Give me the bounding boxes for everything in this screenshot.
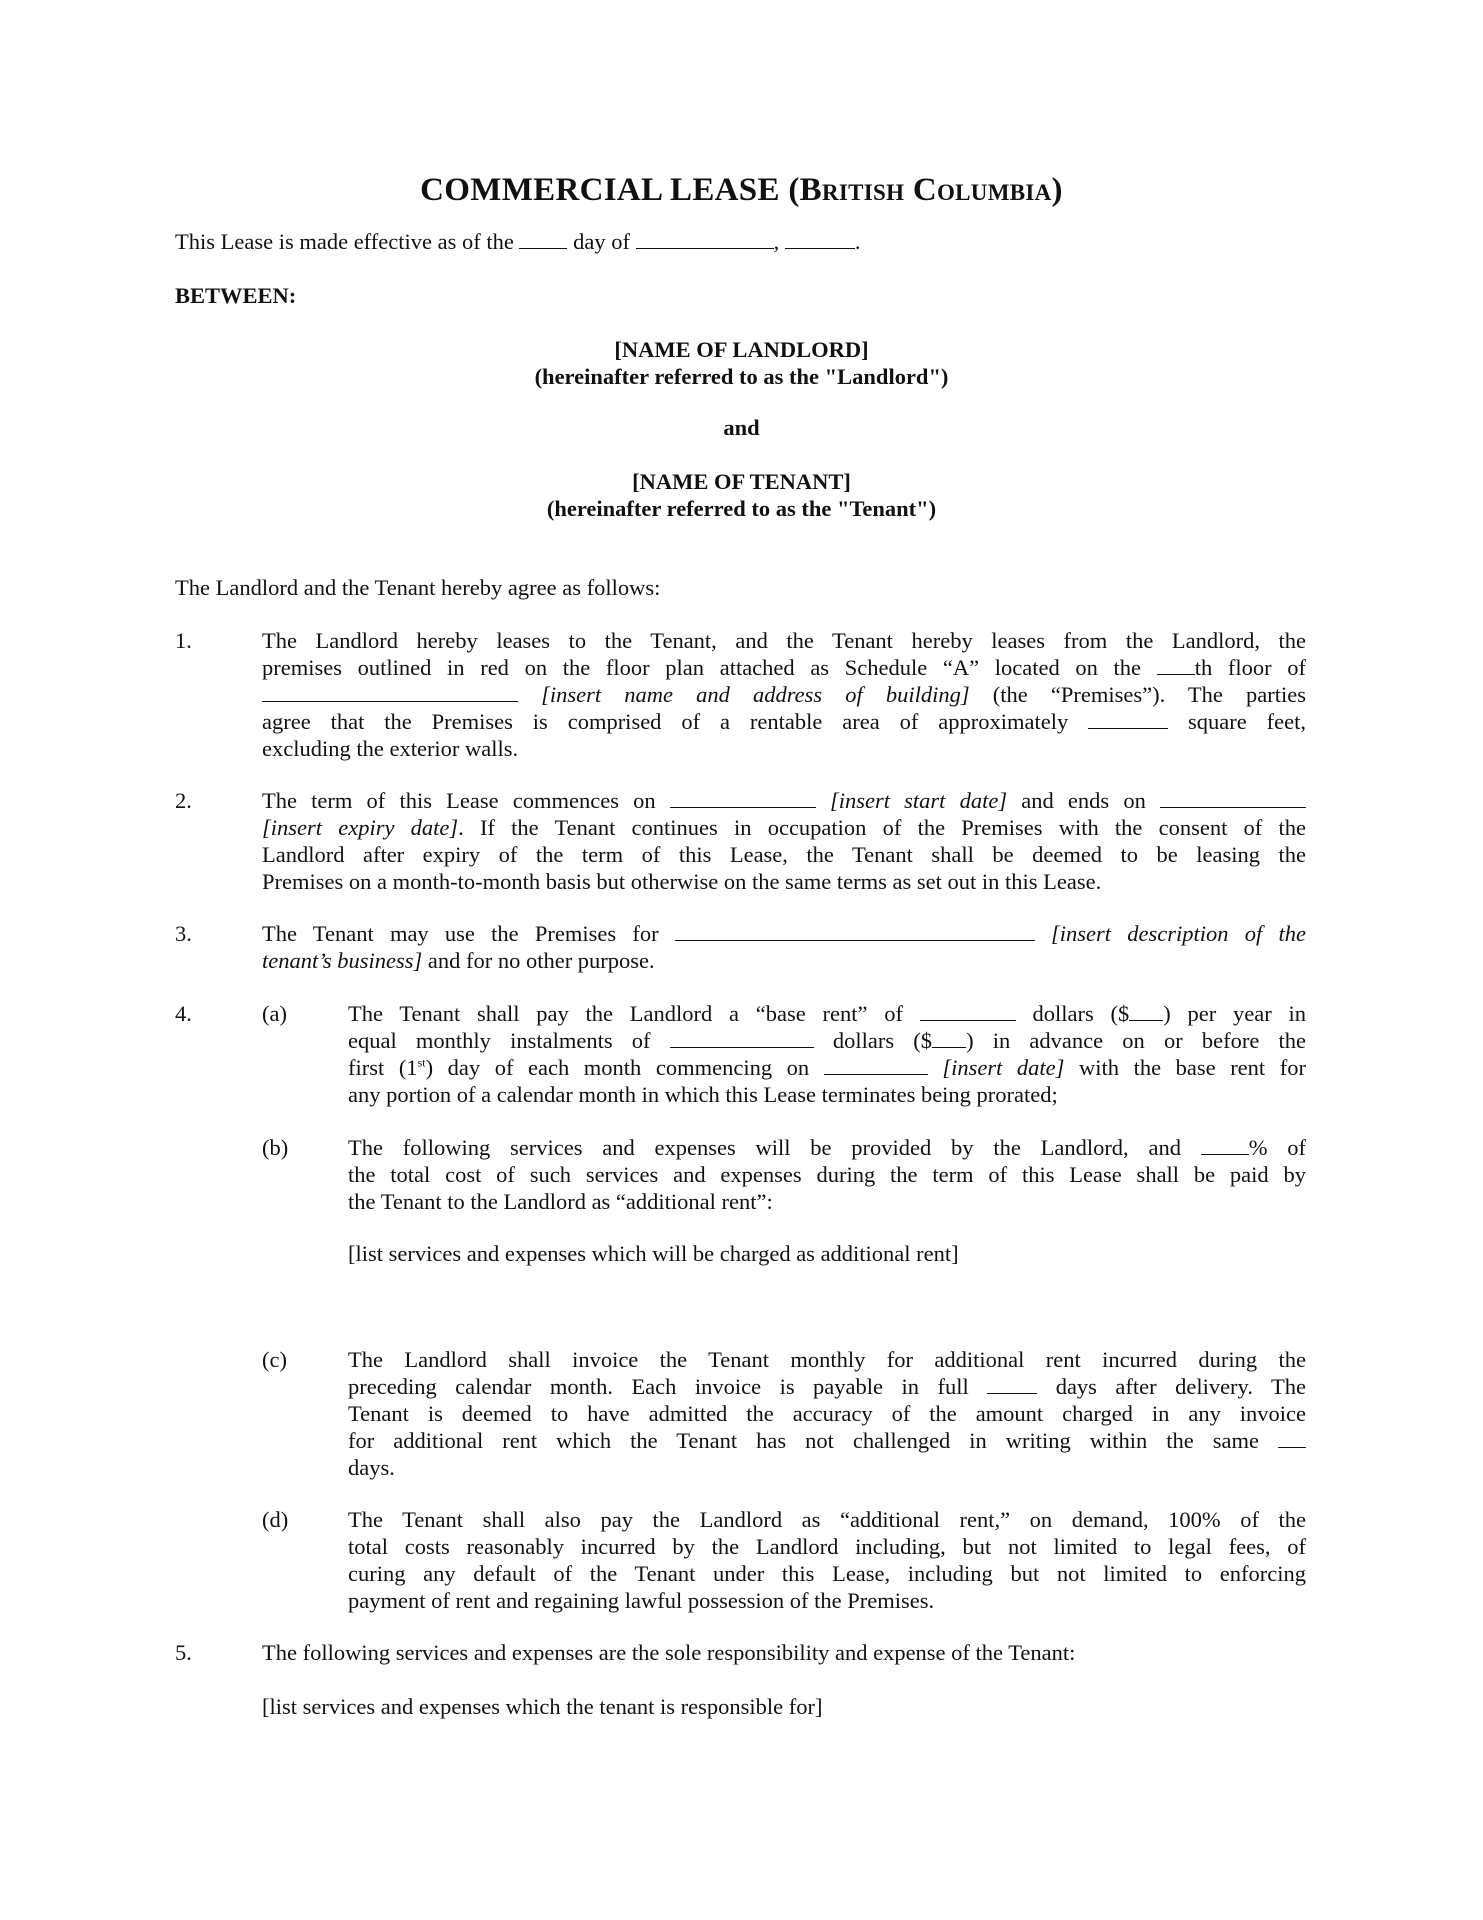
text: % of: [1248, 1135, 1306, 1160]
clause-2-line: [262, 814, 1306, 841]
text: . If the Tenant continues in occupation of the Premises with the consent of the: [458, 815, 1306, 840]
clause-4b-line: [348, 1161, 1306, 1188]
base-rent-words-blank[interactable]: [920, 1002, 1016, 1021]
text: days.: [348, 1455, 395, 1480]
month-blank[interactable]: [636, 230, 774, 249]
day-of-text: day of: [573, 229, 630, 254]
clause-4d-line: [348, 1506, 1306, 1533]
text: preceding calendar month. Each invoice is payable in full: [348, 1374, 969, 1399]
text: The following services and expenses will be provided by the Landlord, and: [348, 1135, 1181, 1160]
floor-blank[interactable]: [1157, 656, 1195, 675]
clause-4b-line: [348, 1134, 1306, 1161]
clause-4a-line: [348, 1081, 1306, 1108]
text: The Tenant shall pay the Landlord a “base rent” of: [348, 1001, 903, 1026]
text: ) day of each month commencing on: [425, 1055, 810, 1080]
text: The Tenant may use the Premises for: [262, 921, 659, 946]
instruction-text: [insert date]: [942, 1055, 1065, 1080]
clause-4a-line: [348, 1000, 1306, 1027]
clause-2-line: [262, 868, 1306, 895]
clause-3-line: [262, 947, 1306, 974]
comma: ,: [773, 229, 780, 254]
clause-5-number: 5.: [175, 1640, 192, 1665]
superscript: st: [417, 1055, 426, 1070]
clause-1-line: [262, 627, 1306, 654]
clause-1: [262, 627, 1306, 762]
text: Tenant is deemed to have admitted the accuracy of the amount charged in any invoice: [348, 1401, 1306, 1426]
clause-1-line: [262, 681, 1306, 708]
tenant-ref: (hereinafter referred to as the "Tenant"): [546, 496, 937, 521]
title-main: COMMERCIAL LEASE: [420, 172, 780, 208]
clause-1-number: 1.: [175, 628, 192, 653]
business-blank[interactable]: [675, 922, 1035, 941]
clause-2-line: [262, 841, 1306, 868]
challenge-days-blank[interactable]: [1278, 1429, 1306, 1448]
title-jurisdiction: (British Columbia): [788, 172, 1063, 208]
instruction-text: tenant’s business]: [262, 948, 423, 973]
text: curing any default of the Tenant under this Lease, including but not limited to enforcing: [348, 1561, 1306, 1586]
text: The term of this Lease commences on: [262, 788, 656, 813]
base-rent-amount-blank[interactable]: [1129, 1002, 1163, 1021]
text: Premises on a month-to-month basis but otherwise on the same terms as set out in this Lease.: [262, 869, 1102, 894]
text: dollars ($: [832, 1028, 933, 1053]
day-blank[interactable]: [519, 230, 567, 249]
text: any portion of a calendar month in which this Lease terminates being prorated;: [348, 1082, 1058, 1107]
between-label: BETWEEN:: [175, 283, 297, 308]
clause-2: [262, 787, 1306, 895]
text: total costs reasonably incurred by the Landlord including, but not limited to legal fees, of: [348, 1534, 1306, 1559]
clause-4d: [348, 1506, 1306, 1614]
text: payment of rent and regaining lawful possession of the Premises.: [348, 1588, 935, 1613]
text: excluding the exterior walls.: [262, 736, 519, 761]
clause-4b: [348, 1134, 1306, 1215]
instruction-text: [insert name and address of building]: [541, 682, 970, 707]
clause-2-number: 2.: [175, 788, 192, 813]
clause-4c-line: [348, 1454, 1306, 1481]
tenant-name: [NAME OF TENANT]: [632, 469, 851, 494]
clause-4d-line: [348, 1533, 1306, 1560]
text: (the “Premises”). The parties: [992, 682, 1307, 707]
effective-date-line: [175, 228, 860, 255]
text: the Tenant to the Landlord as “additional rent”:: [348, 1189, 773, 1214]
area-blank[interactable]: [1088, 710, 1168, 729]
monthly-words-blank[interactable]: [670, 1029, 814, 1048]
text: Landlord after expiry of the term of this Lease, the Tenant shall be deemed to be leasing the: [262, 842, 1306, 867]
expiry-date-blank[interactable]: [1160, 789, 1306, 808]
clause-4a: [348, 1000, 1306, 1108]
clause-3-number: 3.: [175, 921, 192, 946]
text: days after delivery. The: [1055, 1374, 1307, 1399]
clause-4c-line: [348, 1400, 1306, 1427]
text: first (1: [348, 1055, 418, 1080]
clause-4b-letter: (b): [262, 1135, 289, 1160]
text: square feet,: [1188, 709, 1306, 734]
text: dollars ($: [1032, 1001, 1130, 1026]
year-blank[interactable]: [785, 230, 855, 249]
clause-4d-letter: (d): [262, 1507, 289, 1532]
effective-text: This Lease is made effective as of the: [175, 229, 514, 254]
instruction-text: [insert start date]: [829, 788, 1008, 813]
text: agree that the Premises is comprised of a rentable area of approximately: [262, 709, 1069, 734]
and-label: and: [723, 415, 760, 440]
percent-blank[interactable]: [1201, 1136, 1249, 1155]
text: premises outlined in red on the floor plan attached as Schedule “A” located on the: [262, 655, 1142, 680]
additional-rent-list-placeholder[interactable]: [list services and expenses which will be charged as additional rent]: [348, 1241, 959, 1266]
monthly-amount-blank[interactable]: [932, 1029, 966, 1048]
payable-days-blank[interactable]: [987, 1375, 1037, 1394]
text: The Tenant shall also pay the Landlord as “additional rent,” on demand, 100% of the: [348, 1507, 1306, 1532]
tenant-expenses-list-placeholder[interactable]: [list services and expenses which the tenant is responsible for]: [262, 1694, 823, 1719]
text: equal monthly instalments of: [348, 1028, 651, 1053]
start-date-blank[interactable]: [670, 789, 816, 808]
clause-4c: [348, 1346, 1306, 1481]
text: with the base rent for: [1079, 1055, 1306, 1080]
agreement-intro: The Landlord and the Tenant hereby agree as follows:: [175, 575, 661, 600]
clause-4d-line: [348, 1587, 1306, 1614]
text: The Landlord hereby leases to the Tenant, and the Tenant hereby leases from the Landlord, the: [262, 628, 1306, 653]
clause-4a-line: [348, 1027, 1306, 1054]
instruction-text: [insert description of the: [1051, 921, 1306, 946]
clause-3: [262, 920, 1306, 974]
text: ) in advance on or before the: [966, 1028, 1307, 1053]
clause-4a-letter: (a): [262, 1001, 287, 1026]
document-title: [0, 172, 1483, 209]
clause-1-line: [262, 654, 1306, 681]
commencing-date-blank[interactable]: [824, 1056, 928, 1075]
landlord-ref: (hereinafter referred to as the "Landlord"): [534, 364, 949, 389]
clause-4b-line: [348, 1188, 1306, 1215]
clause-4d-line: [348, 1560, 1306, 1587]
text: ) per year in: [1163, 1001, 1306, 1026]
text: the total cost of such services and expenses during the term of this Lease shall be paid by: [348, 1162, 1306, 1187]
text: and ends on: [1021, 788, 1146, 813]
clause-4c-line: [348, 1346, 1306, 1373]
clause-4c-letter: (c): [262, 1347, 287, 1372]
text: for additional rent which the Tenant has not challenged in writing within the same: [348, 1428, 1259, 1453]
clause-4a-line: [348, 1054, 1306, 1081]
period: .: [854, 229, 861, 254]
text: The Landlord shall invoice the Tenant monthly for additional rent incurred during the: [348, 1347, 1306, 1372]
text: th floor of: [1194, 655, 1306, 680]
clause-4c-line: [348, 1427, 1306, 1454]
clause-5: The following services and expenses are the sole responsibility and expense of the Tenant:: [262, 1640, 1076, 1665]
clause-4-number: 4.: [175, 1001, 192, 1026]
clause-2-line: [262, 787, 1306, 814]
instruction-text: [insert expiry date]: [262, 815, 459, 840]
clause-1-line: [262, 735, 1306, 762]
text: and for no other purpose.: [427, 948, 655, 973]
building-blank[interactable]: [262, 683, 518, 702]
clause-4c-line: [348, 1373, 1306, 1400]
clause-3-line: [262, 920, 1306, 947]
clause-1-line: [262, 708, 1306, 735]
landlord-name: [NAME OF LANDLORD]: [614, 337, 869, 362]
